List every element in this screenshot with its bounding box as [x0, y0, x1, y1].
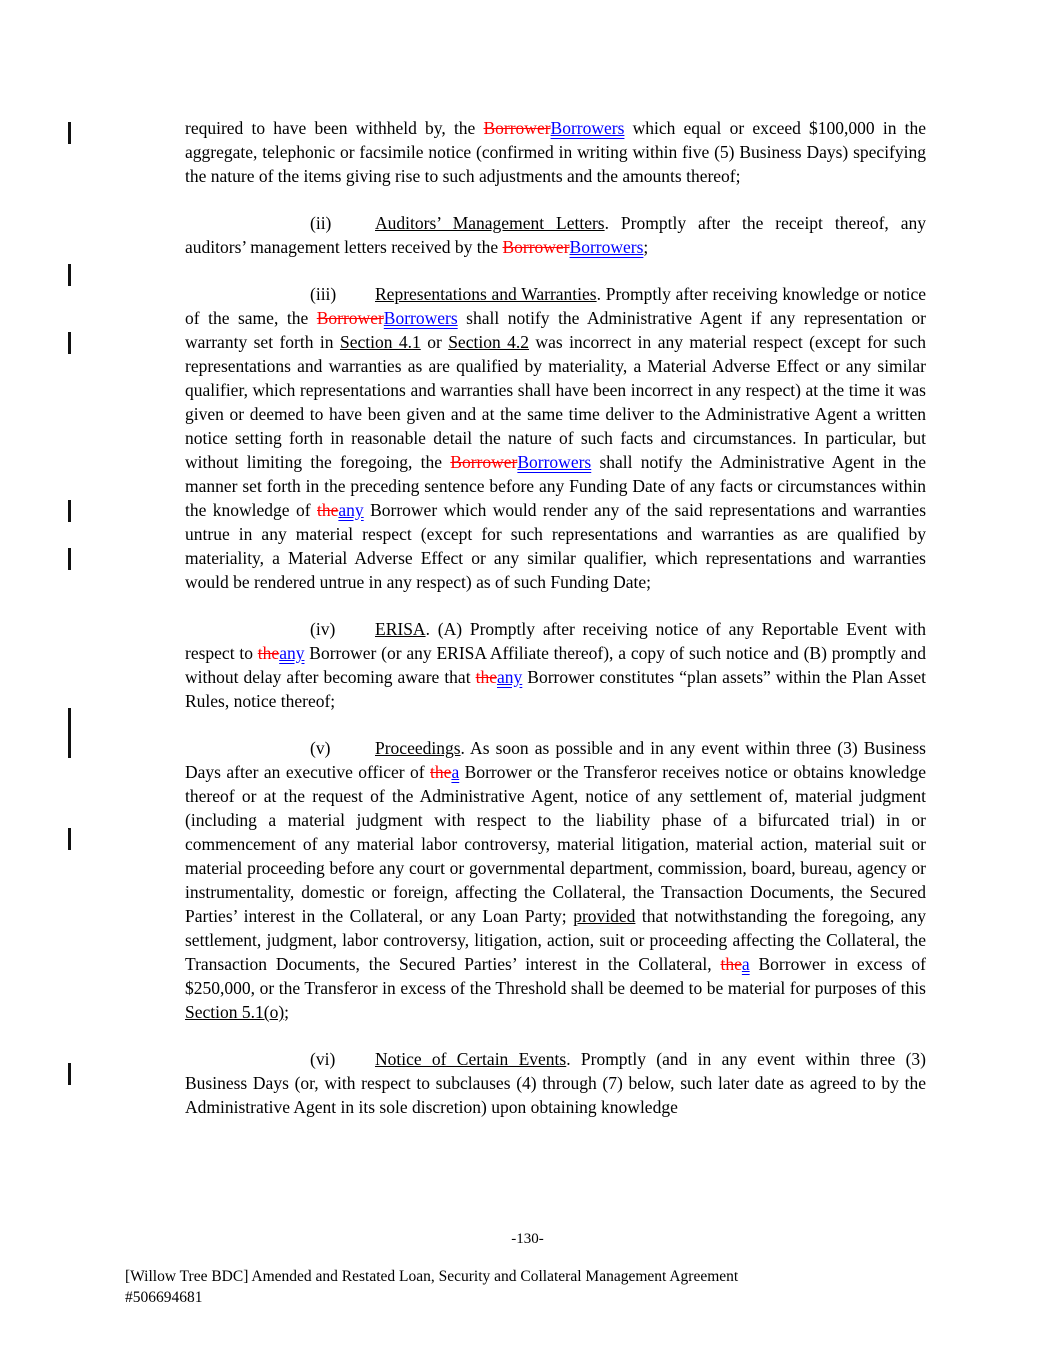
body-text: required to have been withheld by, the [185, 118, 484, 138]
paragraph-number: (vi) [310, 1049, 336, 1069]
page-number: -130- [511, 1231, 544, 1247]
body-text: Borrower which would render any of the said representations and warranties untrue in any material respect (except for such representations and warranties as are qualified by materiality, a Material Adverse Effect or any similar qualifier, which representations and warranties would be rendered untrue in any respect) as of such Funding Date; [185, 500, 926, 592]
body-text: shall notify the Administrative Agent in the manner set forth in the preceding sentence before any Funding Date of any facts or circumstances within the knowledge of [185, 452, 926, 520]
revision-change-bar [68, 264, 71, 286]
underlined-text: Notice of Certain Events [375, 1049, 567, 1069]
paragraph-number: (ii) [310, 213, 332, 233]
revision-change-bar [68, 828, 71, 850]
inserted-text: any [496, 667, 523, 687]
body-text: . (A) Promptly after receiving notice of any Reportable Event with respect to [185, 619, 926, 663]
paragraph-v [185, 736, 926, 1024]
deleted-text: the [430, 762, 452, 782]
inserted-text: any [338, 500, 364, 520]
body-text: ; [284, 1002, 290, 1022]
footer-document-id: #506694681 [125, 1289, 203, 1306]
body-text: Borrower constitutes “plan assets” within the Plan Asset Rules, notice thereof; [185, 667, 926, 711]
underlined-text: provided [573, 906, 636, 926]
deleted-text: Borrower [502, 237, 570, 257]
inserted-text: a [741, 954, 750, 974]
body-text: Borrower or the Transferor receives notice or obtains knowledge thereof or at the request of the Administrative Agent, notice of any settlement of, material judgment (including a material judgment with respect to the liability phase of a bifurcated trial) in or commencement of any material labor controversy, material litigation, material action, material suit or material proceeding before any court or governmental department, commission, board, bureau, agency or instrumentality, domestic or foreign, affecting the Collateral, the Transaction Documents, the Secured Parties’ interest in the Collateral, or any Loan Party; [185, 762, 926, 926]
body-text: Borrower (or any ERISA Affiliate thereof), a copy of such notice and (B) promptly and without delay after becoming aware that [185, 643, 926, 687]
body-text: shall notify the Administrative Agent if any representation or warranty set forth in [185, 308, 926, 352]
underlined-text: Auditors’ Management Letters [375, 213, 605, 233]
underlined-text: Section 5.1(o) [185, 1002, 285, 1022]
paragraph-number: (iv) [310, 619, 336, 639]
document-body [185, 116, 926, 1142]
body-text: that notwithstanding the foregoing, any settlement, judgment, labor controversy, litigation, action, suit or proceeding affecting the Collateral, the Transaction Documents, the Secured Parties’ interest in the Collateral, [185, 906, 927, 974]
inserted-text: Borrowers [550, 118, 625, 138]
body-text: was incorrect in any material respect (except for such representations and warranties as are qualified by materiality, a Material Adverse Effect or any similar qualifier, which representations and warranties shall have been incorrect in any respect) at the time it was given or deemed to have been given and at the same time deliver to the Administrative Agent a written notice setting forth in reasonable detail the nature of such facts and circumstances. In particular, but without limiting the foregoing, the [185, 332, 926, 472]
inserted-text: any [279, 643, 305, 663]
deleted-text: the [475, 667, 497, 687]
inserted-text: Borrowers [383, 308, 458, 328]
inserted-text: Borrowers [569, 237, 644, 257]
footer-agreement-title: [Willow Tree BDC] Amended and Restated Loan, Security and Collateral Management Agreement [125, 1268, 739, 1285]
paragraph-iii [185, 282, 926, 594]
deleted-text: the [720, 954, 742, 974]
body-text: . As soon as possible and in any event within three (3) Business Days after an executive officer of [185, 738, 926, 782]
deleted-text: the [257, 643, 280, 663]
underlined-text: Section 4.2 [448, 332, 529, 352]
underlined-text: Proceedings [375, 738, 461, 758]
body-text: . Promptly after receiving knowledge or notice of the same, the [185, 284, 926, 328]
revision-change-bar [68, 708, 71, 758]
deleted-text: Borrower [450, 452, 518, 472]
paragraph-continuation [185, 116, 926, 188]
deleted-text: Borrower [316, 308, 384, 328]
paragraph-number: (v) [310, 738, 331, 758]
deleted-text: the [317, 500, 339, 520]
paragraph-vi [185, 1047, 926, 1119]
paragraph-number: (iii) [310, 284, 337, 304]
page-footer [125, 1266, 985, 1308]
body-text: ; [643, 237, 649, 257]
body-text: . Promptly after the receipt thereof, any auditors’ management letters received by the [185, 213, 926, 257]
body-text: which equal or exceed $100,000 in the aggregate, telephonic or facsimile notice (confirmed in writing within five (5) Business Days) specifying the nature of the items giving rise to such adjustments and the amounts thereof; [185, 118, 926, 186]
inserted-text: a [451, 762, 460, 782]
deleted-text: Borrower [483, 118, 551, 138]
revision-change-bar [68, 332, 71, 354]
body-text: Borrower in excess of $250,000, or the Transferor in excess of the Threshold shall be deemed to be material for purposes of this [185, 954, 926, 998]
revision-change-bar [68, 1063, 71, 1085]
underlined-text: ERISA [375, 619, 426, 639]
body-text: or [420, 332, 449, 352]
inserted-text: Borrowers [517, 452, 592, 472]
paragraph-ii [185, 211, 926, 259]
underlined-text: Section 4.1 [339, 332, 421, 352]
revision-change-bar [68, 500, 71, 522]
underlined-text: Representations and Warranties [375, 284, 597, 304]
body-text: . Promptly (and in any event within three (3) Business Days (or, with respect to subclauses (4) through (7) below, such later date as agreed to by the Administrative Agent in its sole discretion) upon obtaining knowledge [185, 1049, 926, 1117]
revision-change-bar [68, 548, 71, 570]
revision-change-bar [68, 122, 71, 144]
paragraph-iv [185, 617, 926, 713]
